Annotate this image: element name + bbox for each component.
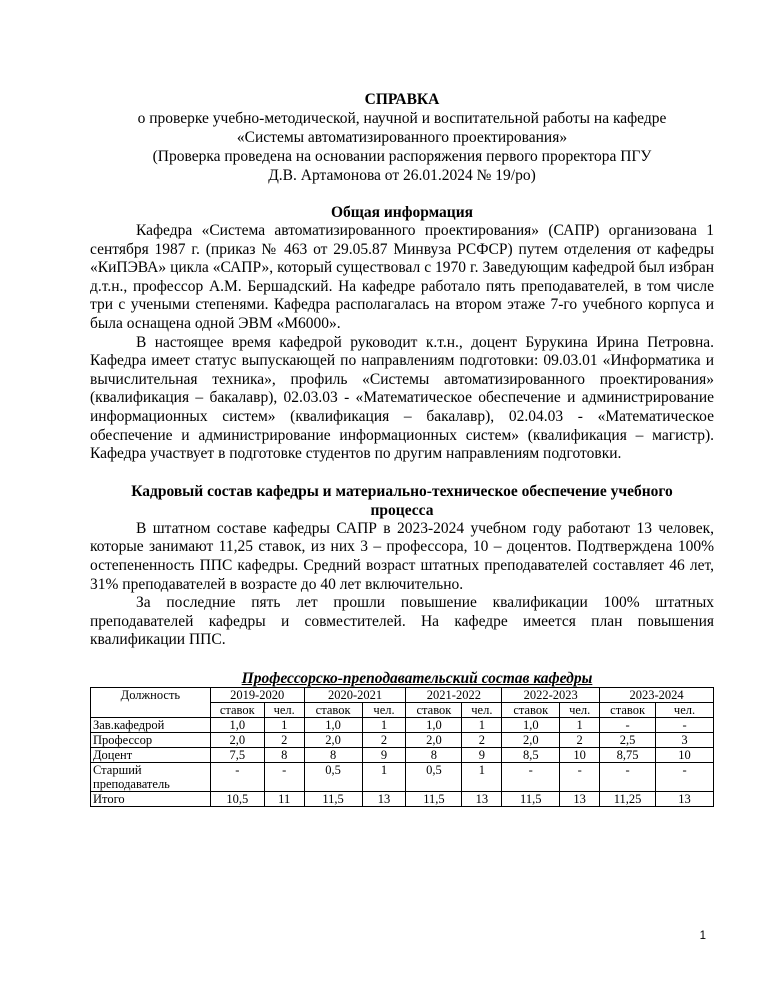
table-caption: Профессорско-преподавательский состав кафедры [241, 669, 593, 687]
table-cell: 1 [462, 717, 502, 732]
table-cell: 2 [264, 732, 304, 747]
title-line-4: Д.В. Артамонова от 26.01.2024 № 19/ро) [268, 167, 536, 184]
table-cell: - [656, 762, 714, 791]
position-header: Должность [91, 687, 211, 717]
document-title: СПРАВКА [364, 91, 440, 108]
table-cell: 1 [462, 762, 502, 791]
row-position-cell: Доцент [91, 747, 211, 762]
sub-header-people: чел. [560, 702, 600, 717]
table-cell: 11,5 [304, 791, 362, 806]
table-cell: 3 [656, 732, 714, 747]
table-cell: - [502, 762, 560, 791]
document-page [90, 90, 714, 807]
table-cell: 13 [560, 791, 600, 806]
table-body [91, 717, 714, 806]
table-cell: 1,0 [406, 717, 462, 732]
table-cell: 1 [264, 717, 304, 732]
title-block [90, 90, 714, 185]
general-section [90, 203, 714, 464]
table-cell: 0,5 [304, 762, 362, 791]
table-cell: 1,0 [502, 717, 560, 732]
sub-header-people: чел. [264, 702, 304, 717]
table-cell: 0,5 [406, 762, 462, 791]
title-line-2: «Системы автоматизированного проектирования» [236, 129, 568, 146]
year-header: 2021-2022 [406, 687, 502, 702]
table-cell: 10 [560, 747, 600, 762]
table-cell: - [600, 717, 656, 732]
table-cell: 13 [656, 791, 714, 806]
table-cell: 8,5 [502, 747, 560, 762]
table-cell: 1,0 [304, 717, 362, 732]
year-header: 2023-2024 [600, 687, 714, 702]
table-cell: 7,5 [210, 747, 264, 762]
staff-section [90, 482, 714, 650]
sub-header-rates: ставок [406, 702, 462, 717]
table-row [91, 732, 714, 747]
title-line-3: (Проверка проведена на основании распоряжения первого проректора ПГУ [152, 148, 652, 165]
sub-header-people: чел. [656, 702, 714, 717]
table-cell: 8 [406, 747, 462, 762]
table-cell: 11,5 [406, 791, 462, 806]
general-paragraph-2: В настоящее время кафедрой руководит к.т.н., доцент Бурукина Ирина Петровна. Кафедра имеет статус выпускающей по направлениям подготовки: 09.03.01 «Информатика и вычислительная техника», профиль «Системы автоматизированного проектирования» (квалификация – бакалавр), 02.03.03 - «Математическое обеспечение и администрирование информационных систем» (квалификация – бакалавр), 02.04.03 - «Математическое обеспечение и администрирование информационных систем» (квалификация – магистр). Кафедра участвует в подготовке студентов по другим направлениям подготовки. [90, 333, 714, 463]
staff-table [90, 687, 714, 807]
table-cell: 10 [656, 747, 714, 762]
row-position-cell: Старший преподаватель [91, 762, 211, 791]
table-cell: 8 [264, 747, 304, 762]
table-cell: - [656, 717, 714, 732]
table-cell: 2 [462, 732, 502, 747]
sub-header-rates: ставок [600, 702, 656, 717]
staff-paragraph-1: В штатном составе кафедры САПР в 2023-2024 учебном году работают 13 человек, которые занимают 11,25 ставок, из них 3 – профессора, 10 – доцентов. Подтверждена 100% остепененность ППС кафедры. Средний возраст штатных преподавателей составляет 46 лет, 31% преподавателей в возрасте до 40 лет включительно. [90, 519, 714, 593]
title-line-1: о проверке учебно-методической, научной и воспитательной работы на кафедре [137, 110, 667, 127]
row-position-cell: Зав.кафедрой [91, 717, 211, 732]
table-header-row [91, 687, 714, 702]
table-cell: 2,5 [600, 732, 656, 747]
table-cell: 1 [362, 762, 406, 791]
year-header: 2019-2020 [210, 687, 304, 702]
sub-header-rates: ставок [304, 702, 362, 717]
table-cell: 2,0 [210, 732, 264, 747]
table-cell: 13 [362, 791, 406, 806]
sub-header-people: чел. [462, 702, 502, 717]
sub-header-rates: ставок [210, 702, 264, 717]
table-cell: 1,0 [210, 717, 264, 732]
table-cell: 9 [462, 747, 502, 762]
year-header: 2020-2021 [304, 687, 406, 702]
year-header: 2022-2023 [502, 687, 600, 702]
staff-heading-line-2: процесса [370, 501, 434, 519]
general-heading: Общая информация [330, 204, 474, 221]
table-cell: - [560, 762, 600, 791]
table-cell: 1 [362, 717, 406, 732]
table-cell: - [600, 762, 656, 791]
table-row [91, 717, 714, 732]
page-number: 1 [699, 930, 706, 942]
sub-header-people: чел. [362, 702, 406, 717]
staff-paragraph-2: За последние пять лет прошли повышение квалификации 100% штатных преподавателей кафедры и совместителей. На кафедре имеется план повышения квалификации ППС. [90, 594, 714, 649]
table-cell: 2,0 [304, 732, 362, 747]
table-cell: 2 [560, 732, 600, 747]
table-cell: 8 [304, 747, 362, 762]
table-cell: 2 [362, 732, 406, 747]
table-cell: 11 [264, 791, 304, 806]
staff-heading-line-1: Кадровый состав кафедры и материально-техническое обеспечение учебного [131, 482, 673, 500]
table-row [91, 791, 714, 806]
table-cell: - [264, 762, 304, 791]
row-position-cell: Профессор [91, 732, 211, 747]
table-cell: - [210, 762, 264, 791]
row-position-cell: Итого [91, 791, 211, 806]
table-row [91, 762, 714, 791]
table-cell: 9 [362, 747, 406, 762]
table-cell: 11,25 [600, 791, 656, 806]
table-row [91, 747, 714, 762]
table-cell: 1 [560, 717, 600, 732]
table-cell: 2,0 [502, 732, 560, 747]
table-cell: 11,5 [502, 791, 560, 806]
table-cell: 8,75 [600, 747, 656, 762]
sub-header-rates: ставок [502, 702, 560, 717]
table-cell: 10,5 [210, 791, 264, 806]
general-paragraph-1: Кафедра «Система автоматизированного проектирования» (САПР) организована 1 сентября 1987 г. (приказ № 463 от 29.05.87 Минвуза РСФСР) путем отделения от кафедры «КиПЭВА» цикла «САПР», который существовал с 1970 г. Заведующим кафедрой был избран д.т.н., профессор А.М. Бершадский. На кафедре работало пять преподавателей, в том числе три с учеными степенями. Кафедра располагалась на втором этаже 7-го учебного корпуса и была оснащена одной ЭВМ «М6000». [90, 222, 714, 332]
table-cell: 2,0 [406, 732, 462, 747]
table-cell: 13 [462, 791, 502, 806]
